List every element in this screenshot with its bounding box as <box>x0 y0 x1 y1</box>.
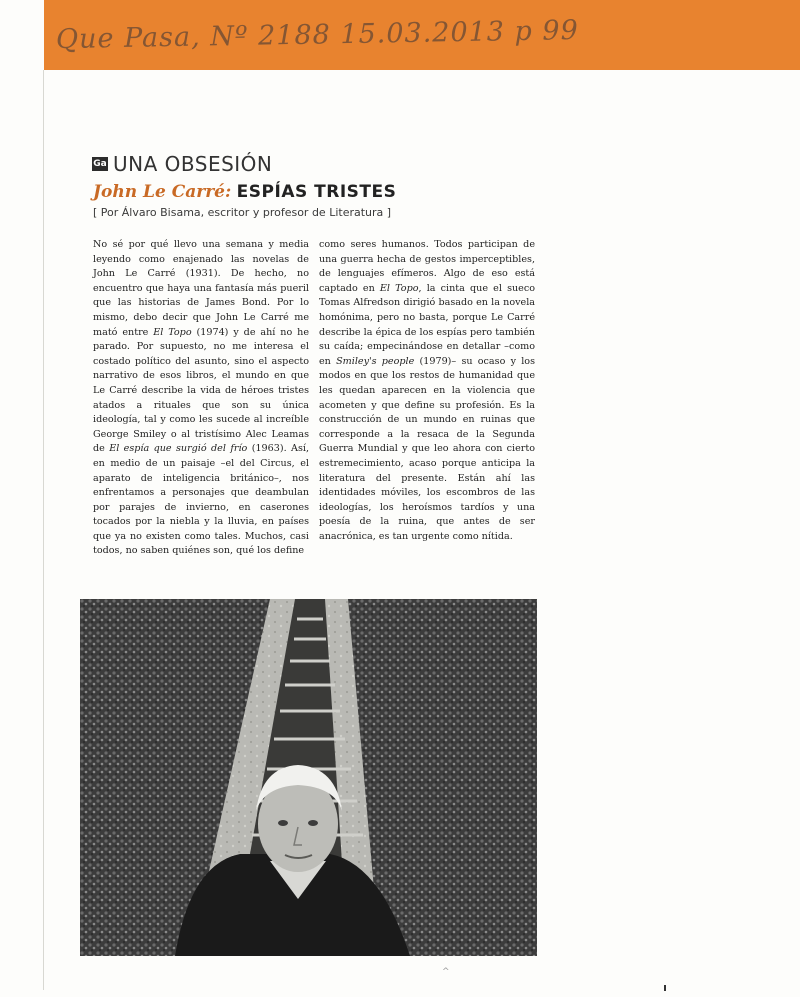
page-marker: ^ <box>442 967 450 977</box>
article-headline <box>93 182 396 202</box>
author-photo <box>80 599 537 956</box>
article-column-right <box>319 238 535 544</box>
book-title: Smiley's people <box>336 355 415 367</box>
author-photo-illustration <box>80 599 537 956</box>
article-byline: [ Por Álvaro Bisama, escritor y profesor de Literatura ] <box>93 206 392 219</box>
headline-title: ESPÍAS TRISTES <box>236 182 397 202</box>
section-heading <box>92 151 272 177</box>
section-label: UNA OBSESIÓN <box>113 152 273 176</box>
paragraph: No sé por qué llevo una semana y media leyendo como enajenado las novelas de John Le Carré (1931). De hecho, no encuentro que haya una fantasía más pueril que las historias de James Bond. Por lo mismo, debo decir que John Le Carré me mató entre El Topo (1974) y de ahí no he parado. Por supuesto, no me interesa el costado político del asunto, sino el aspecto narrativo de esos libros, el mundo en que Le Carré describe la vida de héroes tristes atados a rituales que son su única ideología, tal y como les sucede al increíble George Smiley o al tristísimo Alec Leamas de El espía que surgió del frío (1963). Así, en medio de un paisaje –el del Circus, el aparato de inteligencia británico–, nos enfrentamos a personajes que deambulan por parajes de invierno, en caserones tocados por la niebla y la lluvia, en países que ya no existen como tales. Muchos, casi todos, no saben quiénes son, qué los define <box>93 239 310 557</box>
film-title: El Topo <box>379 282 419 294</box>
article-column-left <box>93 238 309 559</box>
book-title: El Topo <box>153 326 192 338</box>
book-title: El espía que surgió del frío <box>109 443 248 455</box>
paragraph: como seres humanos. Todos participan de una guerra hecha de gestos imperceptibles, de lenguajes efímeros. Algo de eso está captado en El Topo, la cinta que el sueco Tomas Alfredson dirigió basado en la novela homónima, pero no basta, porque Le Carré describe la épica de los espías pero también su caída; empecinándose en detallar –como en Smiley's people (1979)– su ocaso y los modos en que los restos de humanidad que les quedan aparecen en la violencia que acometen y que define su profesión. Es la construcción de un mundo en ruinas que corresponde a la resaca de la Segunda Guerra Mundial y que leo ahora con cierto estremecimiento, acaso porque anticipa la literatura del presente. Están ahí las identidades móviles, los escombros de las ideologías, los heroísmos tardíos y una poesía de la ruina, que antes de ser anacrónica, es tan urgente como nítida. <box>319 239 536 542</box>
left-margin-rule <box>43 70 44 990</box>
headline-author: John Le Carré: <box>93 182 232 202</box>
page-tick <box>664 985 666 991</box>
section-tag-icon: Ga <box>93 159 107 169</box>
handwritten-archive-note: Que Pasa, Nº 2188 15.03.2013 p 99 <box>55 14 580 56</box>
